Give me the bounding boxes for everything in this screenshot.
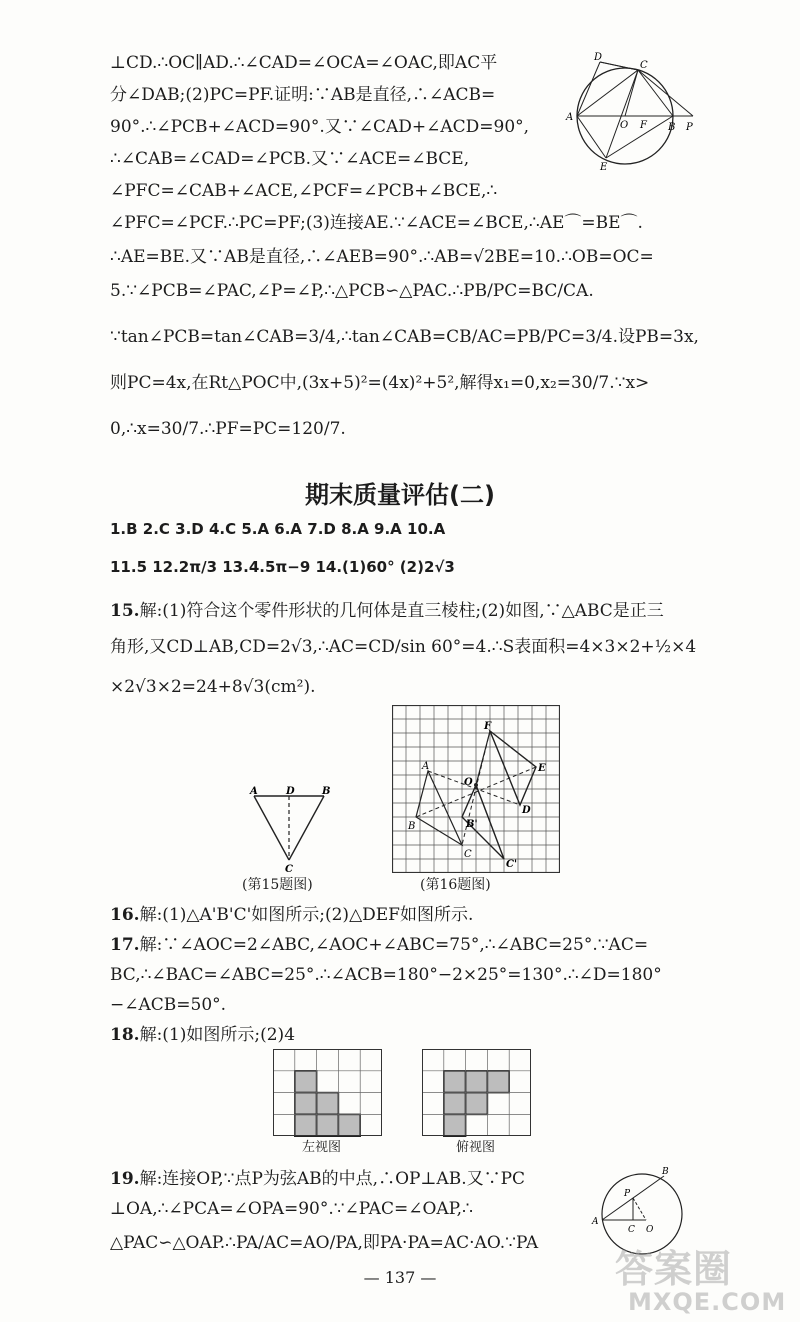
label-o: O	[646, 1225, 654, 1235]
text-line: 90°.∴∠PCB+∠ACD=90°.又∵∠CAD+∠ACD=90°,	[110, 117, 530, 137]
question-number: 15.	[110, 601, 140, 621]
label-c: C	[640, 60, 648, 71]
shaded-cell	[466, 1071, 488, 1093]
answers-row-1: 1.B 2.C 3.D 4.C 5.A 6.A 7.D 8.A 9.A 10.A	[110, 520, 446, 538]
q19-text: 解:连接OP,∵点P为弦AB的中点,∴OP⊥AB.又∵PC	[139, 1169, 526, 1189]
label-f: F	[640, 120, 647, 131]
shaded-cell	[295, 1114, 317, 1136]
text-line: 则PC=4x,在Rt△POC中,(3x+5)²=(4x)²+5²,解得x₁=0,x₂=30/7.∵x>	[110, 373, 650, 393]
text-line: 0,∴x=30/7.∴PF=PC=120/7.	[110, 419, 346, 439]
shaded-cell	[444, 1071, 466, 1093]
label-e: E	[600, 162, 608, 173]
label-b: B	[668, 122, 676, 133]
label-o: O	[620, 120, 629, 131]
q17-text: 解:∵∠AOC=2∠ABC,∠AOC+∠ABC=75°,∴∠ABC=25°.∵AC=	[139, 935, 649, 955]
question-16	[110, 904, 695, 926]
text-line: ∴AE=BE.又∵AB是直径,∴∠AEB=90°.∴AB=√2BE=10.∴OB=OC=	[110, 247, 654, 267]
label-c: C	[464, 849, 472, 860]
label-p: P	[686, 122, 693, 133]
label-b-prime: B'	[466, 819, 478, 830]
top-view-caption: 俯视图	[456, 1140, 496, 1155]
label-o: O	[464, 777, 473, 788]
label-a: A	[250, 786, 258, 797]
left-view-grid	[273, 1049, 383, 1137]
label-f: F	[484, 721, 492, 732]
q19-line-3: △PAC∽△OAP.∴PA/AC=AO/PA,即PA·PA=AC·AO.∵PA	[110, 1233, 539, 1253]
figure-16-grid	[392, 705, 560, 873]
shaded-cell	[317, 1093, 339, 1115]
text-line: 分∠DAB;(2)PC=PF.证明:∵AB是直径,∴∠ACB=	[110, 85, 496, 105]
shaded-cell	[444, 1114, 466, 1136]
watermark-url: MXQE.COM	[628, 1288, 787, 1316]
label-d: D	[594, 52, 603, 63]
q15-text: 解:(1)符合这个零件形状的几何体是直三棱柱;(2)如图,∵△ABC是正三	[139, 601, 664, 621]
q17-line-3: −∠ACB=50°.	[110, 995, 227, 1015]
label-a: A	[592, 1217, 599, 1227]
label-b: B	[408, 821, 416, 832]
section-title: 期末质量评估(二)	[305, 481, 495, 509]
shaded-cell	[317, 1114, 339, 1136]
label-d: D	[522, 805, 531, 816]
q19-line-2: ⊥OA,∴∠PCA=∠OPA=90°.∵∠PAC=∠OAP,∴	[110, 1199, 473, 1219]
shaded-cell	[295, 1071, 317, 1093]
q18-text: 解:(1)如图所示;(2)4	[139, 1025, 296, 1045]
shaded-cell	[466, 1093, 488, 1115]
label-c-prime: C'	[506, 859, 518, 870]
label-e: E	[538, 763, 546, 774]
q17-line-1	[110, 934, 695, 956]
label-c: C	[285, 864, 293, 875]
text-line: ∠PFC=∠CAB+∠ACE,∠PCF=∠PCB+∠BCE,∴	[110, 181, 498, 201]
text-line: ∵tan∠PCB=tan∠CAB=3/4,∴tan∠CAB=CB/AC=PB/PC=3/4.设PB=3x,	[110, 327, 699, 347]
question-number: 16.	[110, 905, 140, 925]
figure-16-caption: (第16题图)	[420, 877, 491, 893]
left-view-caption: 左视图	[302, 1140, 342, 1155]
label-c: C	[628, 1225, 635, 1235]
figure-15-caption: (第15题图)	[242, 877, 313, 893]
question-18	[110, 1024, 695, 1046]
q16-text: 解:(1)△A'B'C'如图所示;(2)△DEF如图所示.	[139, 905, 474, 925]
label-b: B	[322, 786, 331, 797]
text-line: 5.∵∠PCB=∠PAC,∠P=∠P,∴△PCB∽△PAC.∴PB/PC=BC/CA.	[110, 281, 594, 301]
figure-15-triangle	[244, 784, 344, 876]
label-b: B	[662, 1167, 669, 1177]
q15-line-3: ×2√3×2=24+8√3(cm²).	[110, 677, 316, 697]
answers-row-2: 11.5 12.2π/3 13.4.5π−9 14.(1)60° (2)2√3	[110, 558, 455, 576]
question-number: 19.	[110, 1169, 140, 1189]
text-line: ∠PFC=∠PCF.∴PC=PF;(3)连接AE.∵∠ACE=∠BCE,∴AE⌒=BE⌒.	[110, 213, 643, 233]
question-number: 18.	[110, 1025, 140, 1045]
shaded-cell	[487, 1071, 509, 1093]
text-line: ⊥CD.∴OC∥AD.∴∠CAD=∠OCA=∠OAC,即AC平	[110, 53, 498, 73]
text-line: ∴∠CAB=∠CAD=∠PCB.又∵∠ACE=∠BCE,	[110, 149, 470, 169]
label-d: D	[286, 786, 295, 797]
shaded-cell	[338, 1114, 360, 1136]
label-a: A	[422, 761, 430, 772]
label-p: P	[624, 1189, 631, 1199]
q17-line-2: BC,∴∠BAC=∠ABC=25°.∴∠ACB=180°−2×25°=130°.∴∠D=180°	[110, 965, 662, 985]
circle-figure	[560, 48, 700, 178]
q19-line-1	[110, 1168, 590, 1190]
page-number: — 137 —	[363, 1268, 437, 1287]
shaded-cell	[444, 1093, 466, 1115]
q15-line-1	[110, 600, 695, 622]
top-view-grid	[422, 1049, 532, 1137]
label-a: A	[566, 112, 574, 123]
watermark-logo: 答案圈	[615, 1247, 733, 1291]
question-number: 17.	[110, 935, 140, 955]
shaded-cell	[295, 1093, 317, 1115]
q15-line-2: 角形,又CD⊥AB,CD=2√3,∴AC=CD/sin 60°=4.∴S表面积=4×3×2+½×4	[110, 637, 697, 657]
